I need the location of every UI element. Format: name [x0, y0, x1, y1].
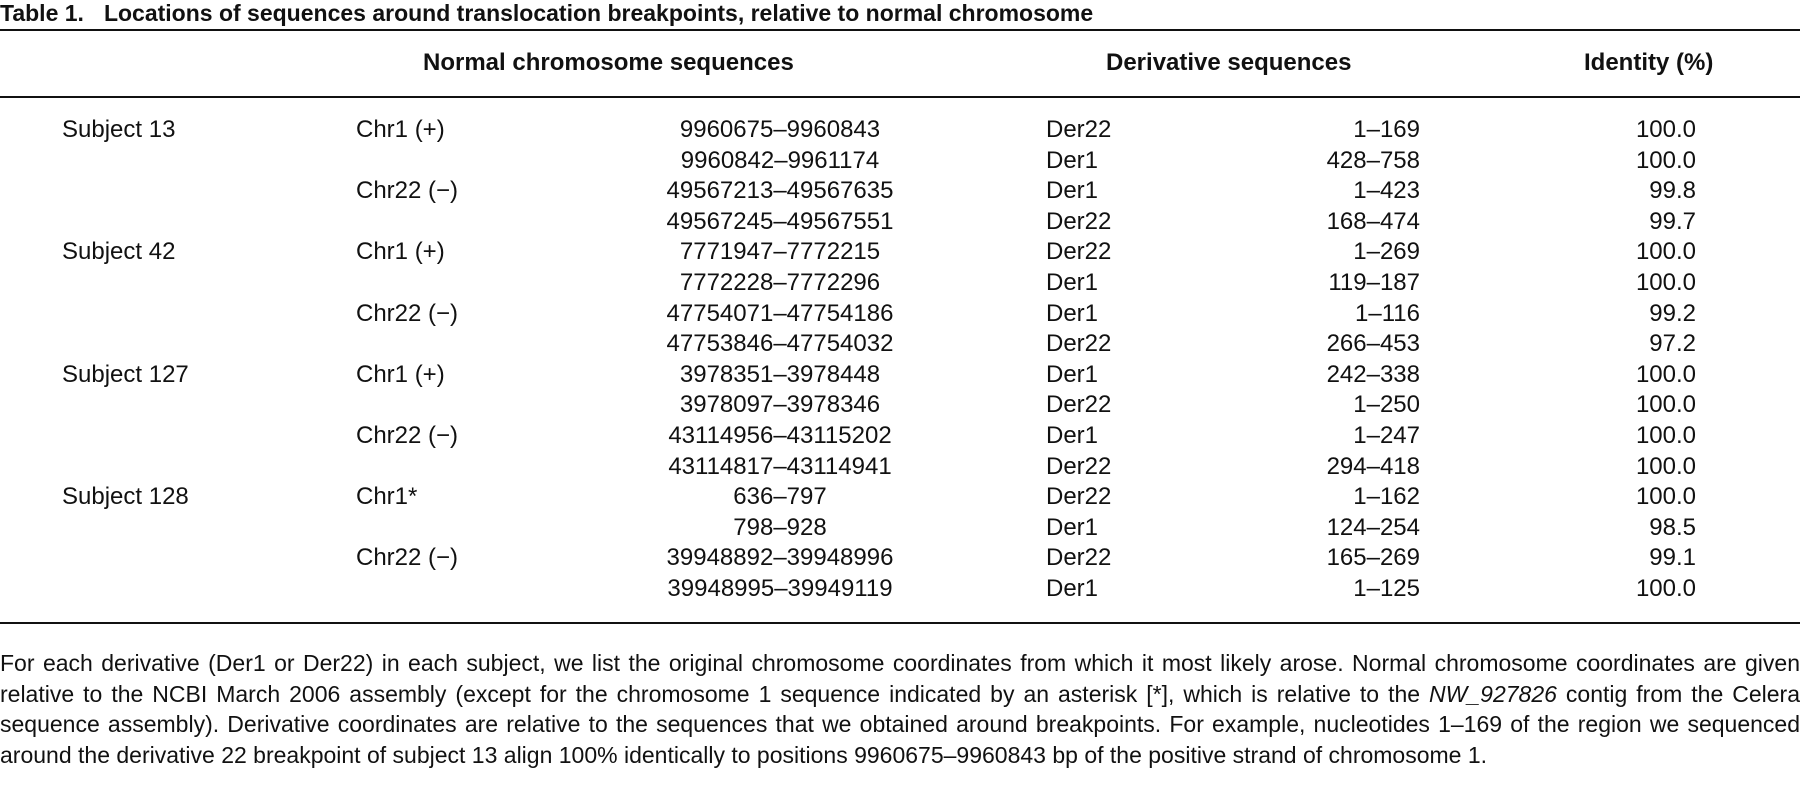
table-row — [0, 176, 1800, 207]
derivative-cell: Der22 — [1046, 391, 1112, 419]
table-title — [0, 0, 1093, 26]
table-row — [0, 115, 1800, 146]
chromosome-cell: Chr22 (−) — [356, 177, 459, 205]
chromosome-cell: Chr22 (−) — [356, 421, 459, 449]
identity-cell: 100.0 — [1635, 574, 1696, 602]
normal-coordinates-cell: 39948995–39949119 — [667, 574, 893, 602]
table-row — [0, 452, 1800, 483]
identity-cell: 99.1 — [1649, 544, 1696, 572]
identity-cell: 100.0 — [1635, 421, 1696, 449]
derivative-positions-cell: 1–162 — [1353, 483, 1420, 511]
derivative-cell: Der1 — [1046, 299, 1099, 327]
normal-coordinates-cell: 47753846–47754032 — [666, 330, 894, 358]
chromosome-cell: Chr1 (+) — [356, 116, 445, 143]
chromosome-cell: Chr22 (−) — [356, 544, 459, 572]
normal-coordinates-cell: 49567245–49567551 — [666, 207, 894, 235]
normal-coordinates-cell: 43114817–43114941 — [668, 452, 892, 480]
normal-coordinates-cell: 7771947–7772215 — [679, 238, 881, 266]
normal-coordinates-cell: 7772228–7772296 — [679, 268, 881, 296]
chromosome-cell: Chr1 (+) — [356, 360, 445, 388]
identity-cell: 99.2 — [1649, 299, 1696, 327]
derivative-positions-cell: 119–187 — [1328, 268, 1420, 296]
table-row — [0, 421, 1800, 452]
table-row — [0, 146, 1800, 177]
table-row — [0, 237, 1800, 268]
identity-cell: 98.5 — [1649, 513, 1696, 541]
derivative-positions-cell: 266–453 — [1326, 330, 1420, 358]
identity-cell: 100.0 — [1635, 391, 1696, 419]
derivative-cell: Der1 — [1046, 146, 1099, 174]
table-row — [0, 513, 1800, 544]
footnote-contig: NW_927826 — [1429, 680, 1557, 707]
table-row — [0, 329, 1800, 360]
identity-cell: 97.2 — [1649, 330, 1696, 358]
derivative-cell: Der1 — [1046, 177, 1099, 205]
derivative-positions-cell: 168–474 — [1326, 207, 1420, 235]
identity-cell: 99.7 — [1649, 207, 1696, 235]
table-body — [0, 115, 1800, 605]
normal-coordinates-cell: 47754071–47754186 — [666, 299, 894, 327]
top-rule — [0, 29, 1800, 31]
normal-coordinates-cell: 3978097–3978346 — [679, 391, 881, 419]
subject-cell: Subject 13 — [62, 116, 176, 143]
derivative-positions-cell: 1–269 — [1353, 238, 1420, 266]
derivative-cell: Der22 — [1046, 452, 1112, 480]
table-footnote — [0, 648, 1800, 770]
normal-coordinates-cell: 3978351–3978448 — [679, 360, 881, 388]
derivative-cell: Der1 — [1046, 513, 1099, 541]
bottom-rule — [0, 622, 1800, 624]
table-caption: Locations of sequences around translocation breakpoints, relative to normal chromosome — [103, 0, 1094, 26]
header-derivative-sequences: Derivative sequences — [1106, 49, 1352, 76]
derivative-cell: Der22 — [1046, 207, 1112, 235]
normal-coordinates-cell: 636–797 — [733, 483, 827, 511]
subject-cell: Subject 42 — [62, 238, 176, 266]
normal-coordinates-cell: 43114956–43115202 — [668, 421, 892, 449]
identity-cell: 100.0 — [1635, 452, 1696, 480]
chromosome-cell: Chr1 (+) — [356, 238, 445, 266]
derivative-positions-cell: 1–169 — [1353, 116, 1420, 143]
derivative-positions-cell: 242–338 — [1326, 360, 1420, 388]
derivative-positions-cell: 165–269 — [1326, 544, 1420, 572]
table-row — [0, 482, 1800, 513]
normal-coordinates-cell: 49567213–49567635 — [666, 177, 894, 205]
table-label: Table 1. — [0, 0, 84, 26]
identity-cell: 100.0 — [1635, 116, 1696, 143]
derivative-positions-cell: 294–418 — [1326, 452, 1420, 480]
subject-cell: Subject 128 — [62, 483, 189, 511]
normal-coordinates-cell: 39948892–39948996 — [666, 544, 894, 572]
header-rule — [0, 96, 1800, 98]
identity-cell: 99.8 — [1649, 177, 1696, 205]
derivative-positions-cell: 1–125 — [1353, 574, 1420, 602]
derivative-cell: Der22 — [1046, 116, 1112, 143]
table-row — [0, 390, 1800, 421]
derivative-positions-cell: 1–116 — [1355, 299, 1420, 327]
normal-coordinates-cell: 798–928 — [733, 513, 827, 541]
table-row — [0, 574, 1800, 605]
derivative-cell: Der22 — [1046, 330, 1112, 358]
derivative-cell: Der22 — [1046, 483, 1112, 511]
normal-coordinates-cell: 9960675–9960843 — [679, 116, 881, 143]
derivative-positions-cell: 428–758 — [1326, 146, 1420, 174]
derivative-positions-cell: 124–254 — [1326, 513, 1420, 541]
header-identity: Identity (%) — [1584, 49, 1714, 76]
derivative-cell: Der1 — [1046, 360, 1099, 388]
table-row — [0, 543, 1800, 574]
table-row — [0, 207, 1800, 238]
table-row — [0, 268, 1800, 299]
derivative-cell: Der22 — [1046, 544, 1112, 572]
footnote-text-2: contig from the Celera sequence assembly). Derivative coordinates are relative to the sequences that we obtained around breakpoints. For example, nucleotides 1–169 of the region we sequenced around the derivative 22 breakpoint of subject 13 align 100% identically to positions 9960675–9960843 bp of the positive strand of chromosome 1. — [0, 680, 1800, 768]
derivative-cell: Der22 — [1046, 238, 1112, 266]
identity-cell: 100.0 — [1635, 238, 1696, 266]
identity-cell: 100.0 — [1635, 483, 1696, 511]
derivative-cell: Der1 — [1046, 268, 1099, 296]
normal-coordinates-cell: 9960842–9961174 — [680, 146, 880, 174]
identity-cell: 100.0 — [1635, 268, 1696, 296]
derivative-cell: Der1 — [1046, 574, 1099, 602]
derivative-cell: Der1 — [1046, 421, 1099, 449]
table-row — [0, 299, 1800, 330]
derivative-positions-cell: 1–247 — [1353, 421, 1420, 449]
identity-cell: 100.0 — [1635, 360, 1696, 388]
subject-cell: Subject 127 — [62, 360, 189, 388]
derivative-positions-cell: 1–423 — [1353, 177, 1420, 205]
header-normal-sequences: Normal chromosome sequences — [423, 49, 794, 76]
footnote-text-1: For each derivative (Der1 or Der22) in each subject, we list the original chromosome coordinates from which it most likely arose. Normal chromosome coordinates are given relative to the NCBI March 2006 assembly (except for the chromosome 1 sequence indicated by an asterisk [*], which is relative to the — [0, 650, 1800, 707]
derivative-positions-cell: 1–250 — [1353, 391, 1420, 419]
table-row — [0, 360, 1800, 391]
identity-cell: 100.0 — [1635, 146, 1696, 174]
chromosome-cell: Chr22 (−) — [356, 299, 459, 327]
chromosome-cell: Chr1* — [356, 483, 418, 511]
